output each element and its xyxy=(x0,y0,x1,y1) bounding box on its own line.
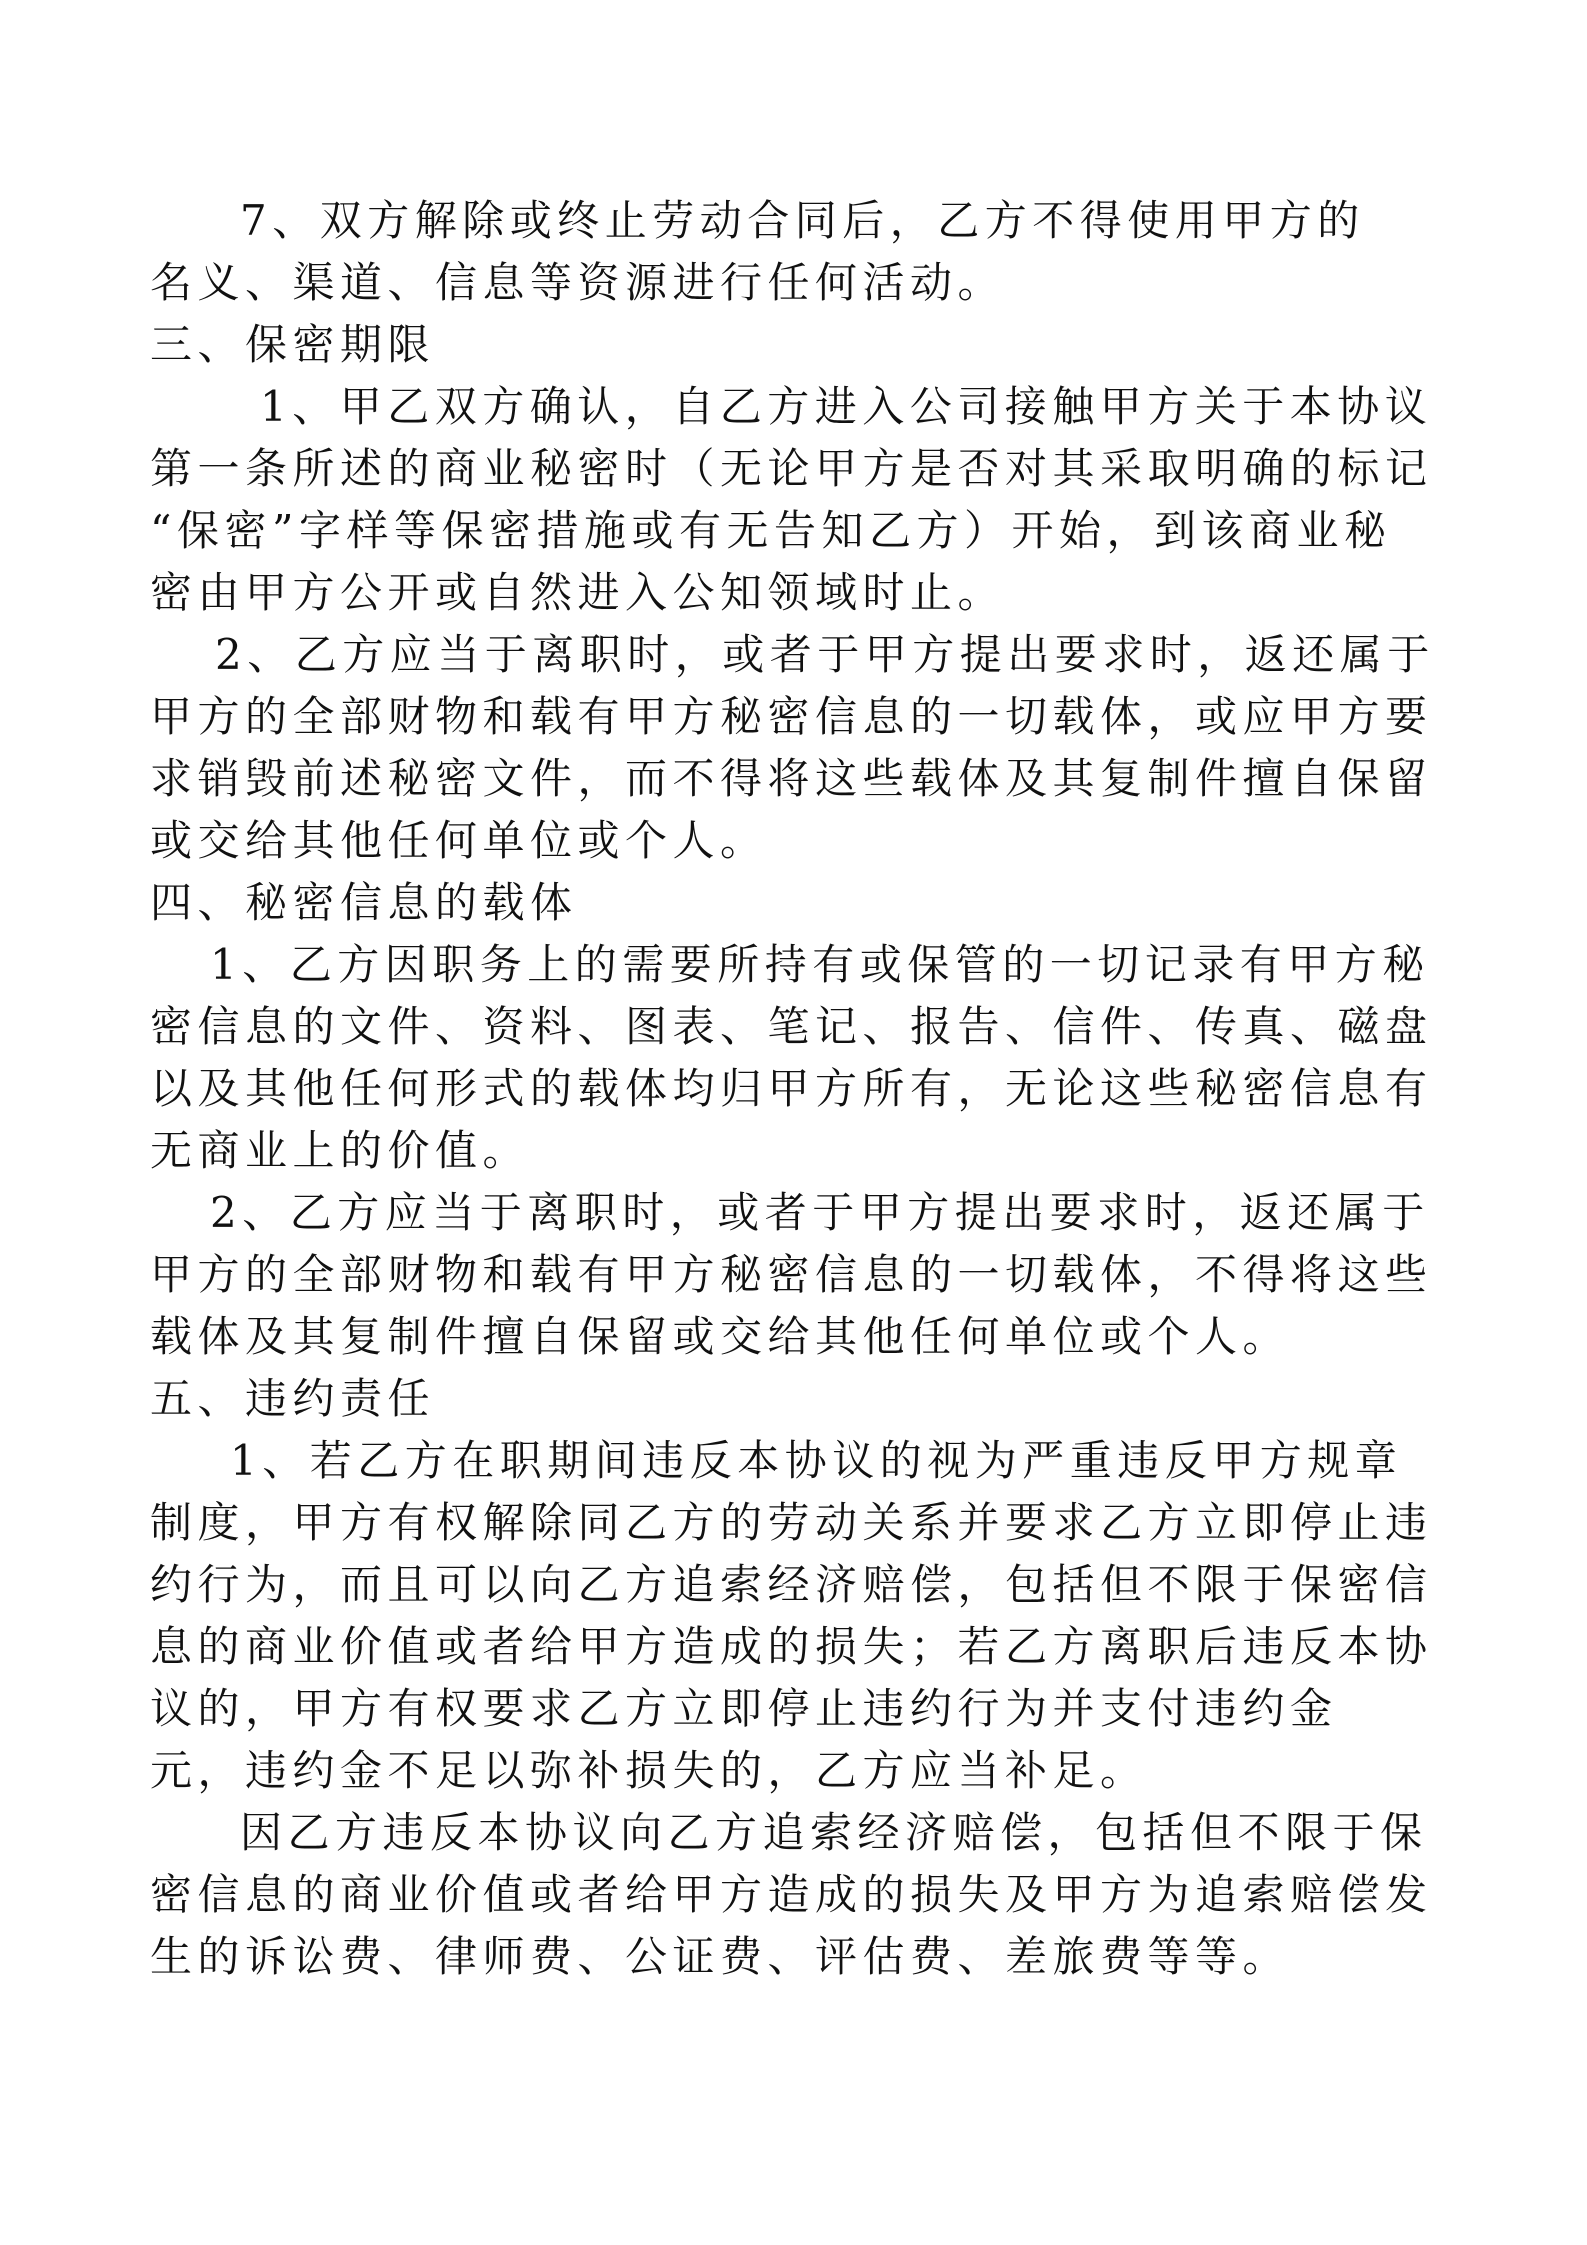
paragraph-line: 甲方的全部财物和载有甲方秘密信息的一切载体，不得将这些 xyxy=(150,1250,1433,1299)
paragraph-line: 2、乙方应当于离职时，或者于甲方提出要求时，返还属于 xyxy=(210,1188,1430,1237)
paragraph-line: 约行为，而且可以向乙方追索经济赔偿，包括但不限于保密信 xyxy=(150,1560,1433,1609)
paragraph-line: 以及其他任何形式的载体均归甲方所有，无论这些秘密信息有 xyxy=(150,1064,1433,1113)
paragraph-line: “保密”字样等保密措施或有无告知乙方）开始，到该商业秘 xyxy=(150,506,1392,555)
paragraph-line: 载体及其复制件擅自保留或交给其他任何单位或个人。 xyxy=(150,1312,1291,1361)
document-page xyxy=(150,190,1450,1988)
paragraph-line: 议的，甲方有权要求乙方立即停止违约行为并支付违约金 xyxy=(150,1684,1338,1733)
paragraph-line: 1、若乙方在职期间违反本协议的视为严重违反甲方规章 xyxy=(230,1436,1403,1485)
paragraph-line: 1、乙方因职务上的需要所持有或保管的一切记录有甲方秘 xyxy=(210,940,1430,989)
paragraph-line: 1、甲乙双方确认，自乙方进入公司接触甲方关于本协议 xyxy=(260,382,1433,431)
paragraph-line: 或交给其他任何单位或个人。 xyxy=(150,816,768,865)
paragraph-line: 密信息的文件、资料、图表、笔记、报告、信件、传真、磁盘 xyxy=(150,1002,1433,1051)
paragraph-line: 求销毁前述秘密文件，而不得将这些载体及其复制件擅自保留 xyxy=(150,754,1433,803)
paragraph-line: 元，违约金不足以弥补损失的，乙方应当补足。 xyxy=(150,1746,1148,1795)
paragraph-line: 生的诉讼费、律师费、公证费、评估费、差旅费等等。 xyxy=(150,1932,1291,1981)
paragraph-line: 第一条所述的商业秘密时（无论甲方是否对其采取明确的标记 xyxy=(150,444,1433,493)
paragraph-line: 密信息的商业价值或者给甲方造成的损失及甲方为追索赔偿发 xyxy=(150,1870,1433,1919)
section-heading: 五、违约责任 xyxy=(150,1374,436,1423)
section-heading: 四、秘密信息的载体 xyxy=(150,878,578,927)
paragraph-line: 2、乙方应当于离职时，或者于甲方提出要求时，返还属于 xyxy=(215,630,1435,679)
paragraph-line: 制度，甲方有权解除同乙方的劳动关系并要求乙方立即停止违 xyxy=(150,1498,1433,1547)
paragraph-line: 密由甲方公开或自然进入公知领域时止。 xyxy=(150,568,1006,617)
paragraph-line: 甲方的全部财物和载有甲方秘密信息的一切载体，或应甲方要 xyxy=(150,692,1433,741)
document-body xyxy=(150,190,1450,1988)
paragraph-line: 因乙方违反本协议向乙方追索经济赔偿，包括但不限于保 xyxy=(240,1808,1428,1857)
paragraph-line: 7、双方解除或终止劳动合同后，乙方不得使用甲方的 xyxy=(240,196,1365,245)
paragraph-line: 息的商业价值或者给甲方造成的损失；若乙方离职后违反本协 xyxy=(150,1622,1433,1671)
paragraph-line: 名义、渠道、信息等资源进行任何活动。 xyxy=(150,258,1006,307)
paragraph-line: 无商业上的价值。 xyxy=(150,1126,531,1175)
section-heading: 三、保密期限 xyxy=(150,320,436,369)
